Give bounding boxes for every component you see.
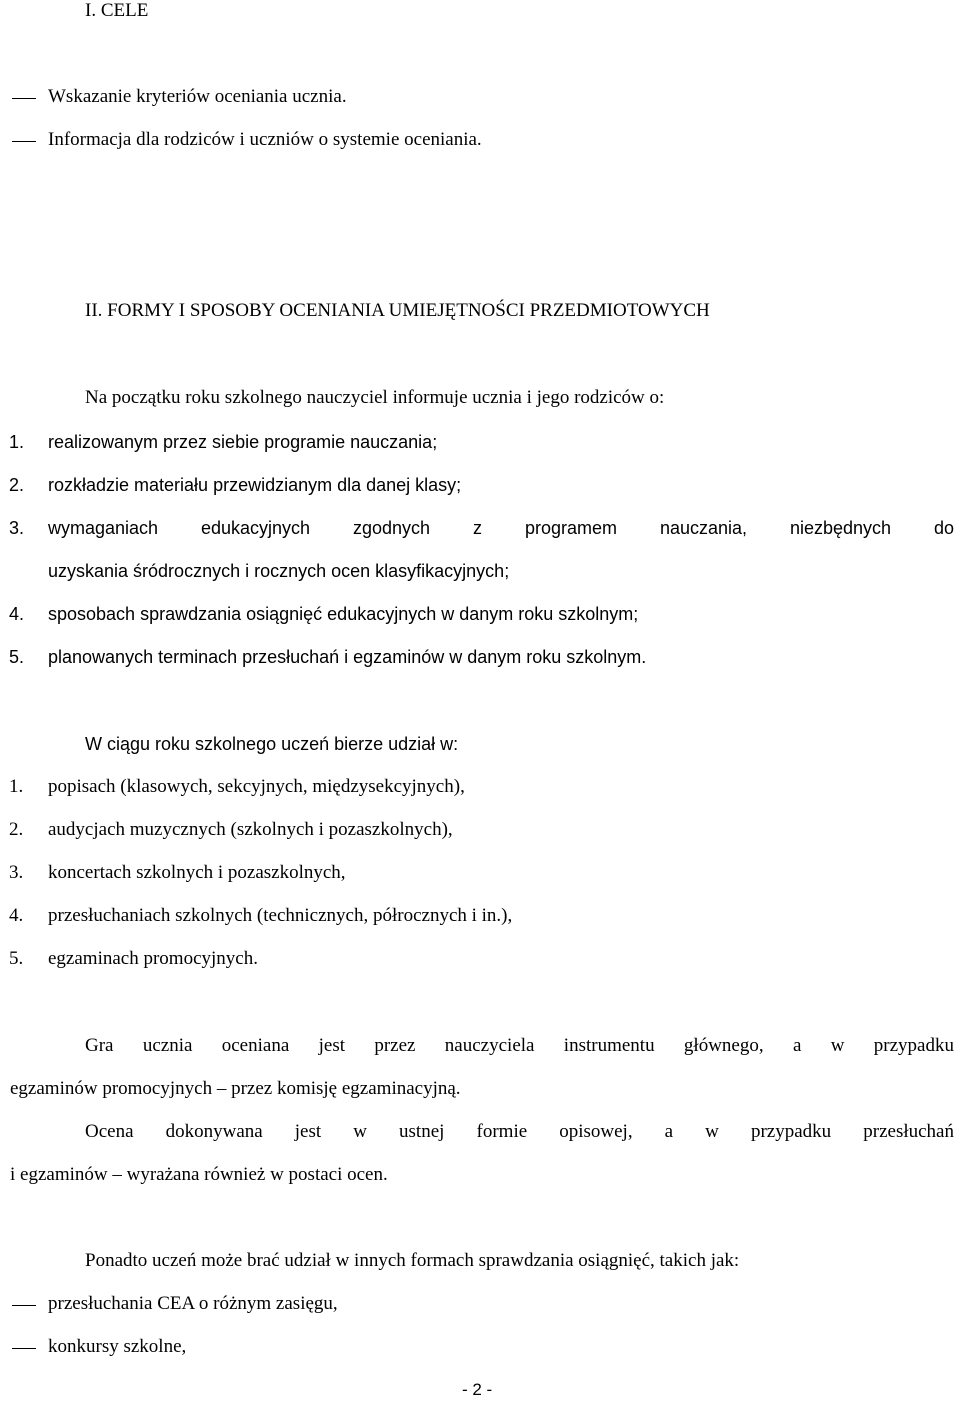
evaluation-paragraph-continuation: i egzaminów – wyrażana również w postaci ocen. [10, 1164, 388, 1185]
list-item: rozkładzie materiału przewidzianym dla danej klasy; [48, 475, 462, 495]
list-number: 3. [9, 862, 24, 883]
list-item: audycjach muzycznych (szkolnych i pozaszkolnych), [48, 819, 453, 840]
list-item: sposobach sprawdzania osiągnięć edukacyjnych w danym roku szkolnym; [48, 604, 639, 624]
list-item: egzaminach promocyjnych. [48, 948, 258, 969]
assessment-paragraph-continuation: egzaminów promocyjnych – przez komisję egzaminacyjną. [10, 1078, 461, 1099]
list-number: 1. [9, 776, 24, 797]
dash-bullet [12, 98, 36, 99]
list-number: 5. [9, 647, 25, 667]
dash-bullet [12, 1305, 36, 1306]
other-form-item: konkursy szkolne, [48, 1336, 187, 1357]
evaluation-paragraph: Ocena dokonywana jest w ustnej formie opisowej, a w przypadku przesłuchań [85, 1121, 954, 1142]
goal-item: Informacja dla rodziców i uczniów o systemie oceniania. [48, 129, 482, 150]
list-item: koncertach szkolnych i pozaszkolnych, [48, 862, 346, 883]
list-item: przesłuchaniach szkolnych (technicznych, półrocznych i in.), [48, 905, 513, 926]
section-2-intro: Na początku roku szkolnego nauczyciel informuje ucznia i jego rodziców o: [85, 387, 665, 408]
dash-bullet [12, 141, 36, 142]
list-number: 5. [9, 948, 24, 969]
list-number: 2. [9, 819, 24, 840]
participation-intro: W ciągu roku szkolnego uczeń bierze udział w: [85, 734, 459, 754]
section-2-heading: II. FORMY I SPOSOBY OCENIANIA UMIEJĘTNOŚCI PRZEDMIOTOWYCH [85, 300, 710, 321]
list-number: 2. [9, 475, 25, 495]
list-item: realizowanym przez siebie programie nauczania; [48, 432, 438, 452]
other-form-item: przesłuchania CEA o różnym zasięgu, [48, 1293, 338, 1314]
section-1-heading: I. CELE [85, 0, 149, 21]
list-item: planowanych terminach przesłuchań i egzaminów w danym roku szkolnym. [48, 647, 647, 667]
list-number: 1. [9, 432, 25, 452]
other-forms-intro: Ponadto uczeń może brać udział w innych formach sprawdzania osiągnięć, takich jak: [85, 1250, 740, 1271]
list-number: 4. [9, 905, 24, 926]
dash-bullet [12, 1348, 36, 1349]
list-item: popisach (klasowych, sekcyjnych, międzysekcyjnych), [48, 776, 465, 797]
assessment-paragraph: Gra ucznia oceniana jest przez nauczyciela instrumentu głównego, a w przypadku [85, 1035, 954, 1056]
list-number: 3. [9, 518, 25, 538]
list-item-continuation: uzyskania śródrocznych i rocznych ocen klasyfikacyjnych; [48, 561, 510, 581]
page-number: - 2 - [462, 1380, 493, 1399]
list-item: wymaganiach edukacyjnych zgodnych z programem nauczania, niezbędnych do [48, 518, 954, 538]
goal-item: Wskazanie kryteriów oceniania ucznia. [48, 86, 347, 107]
list-number: 4. [9, 604, 25, 624]
